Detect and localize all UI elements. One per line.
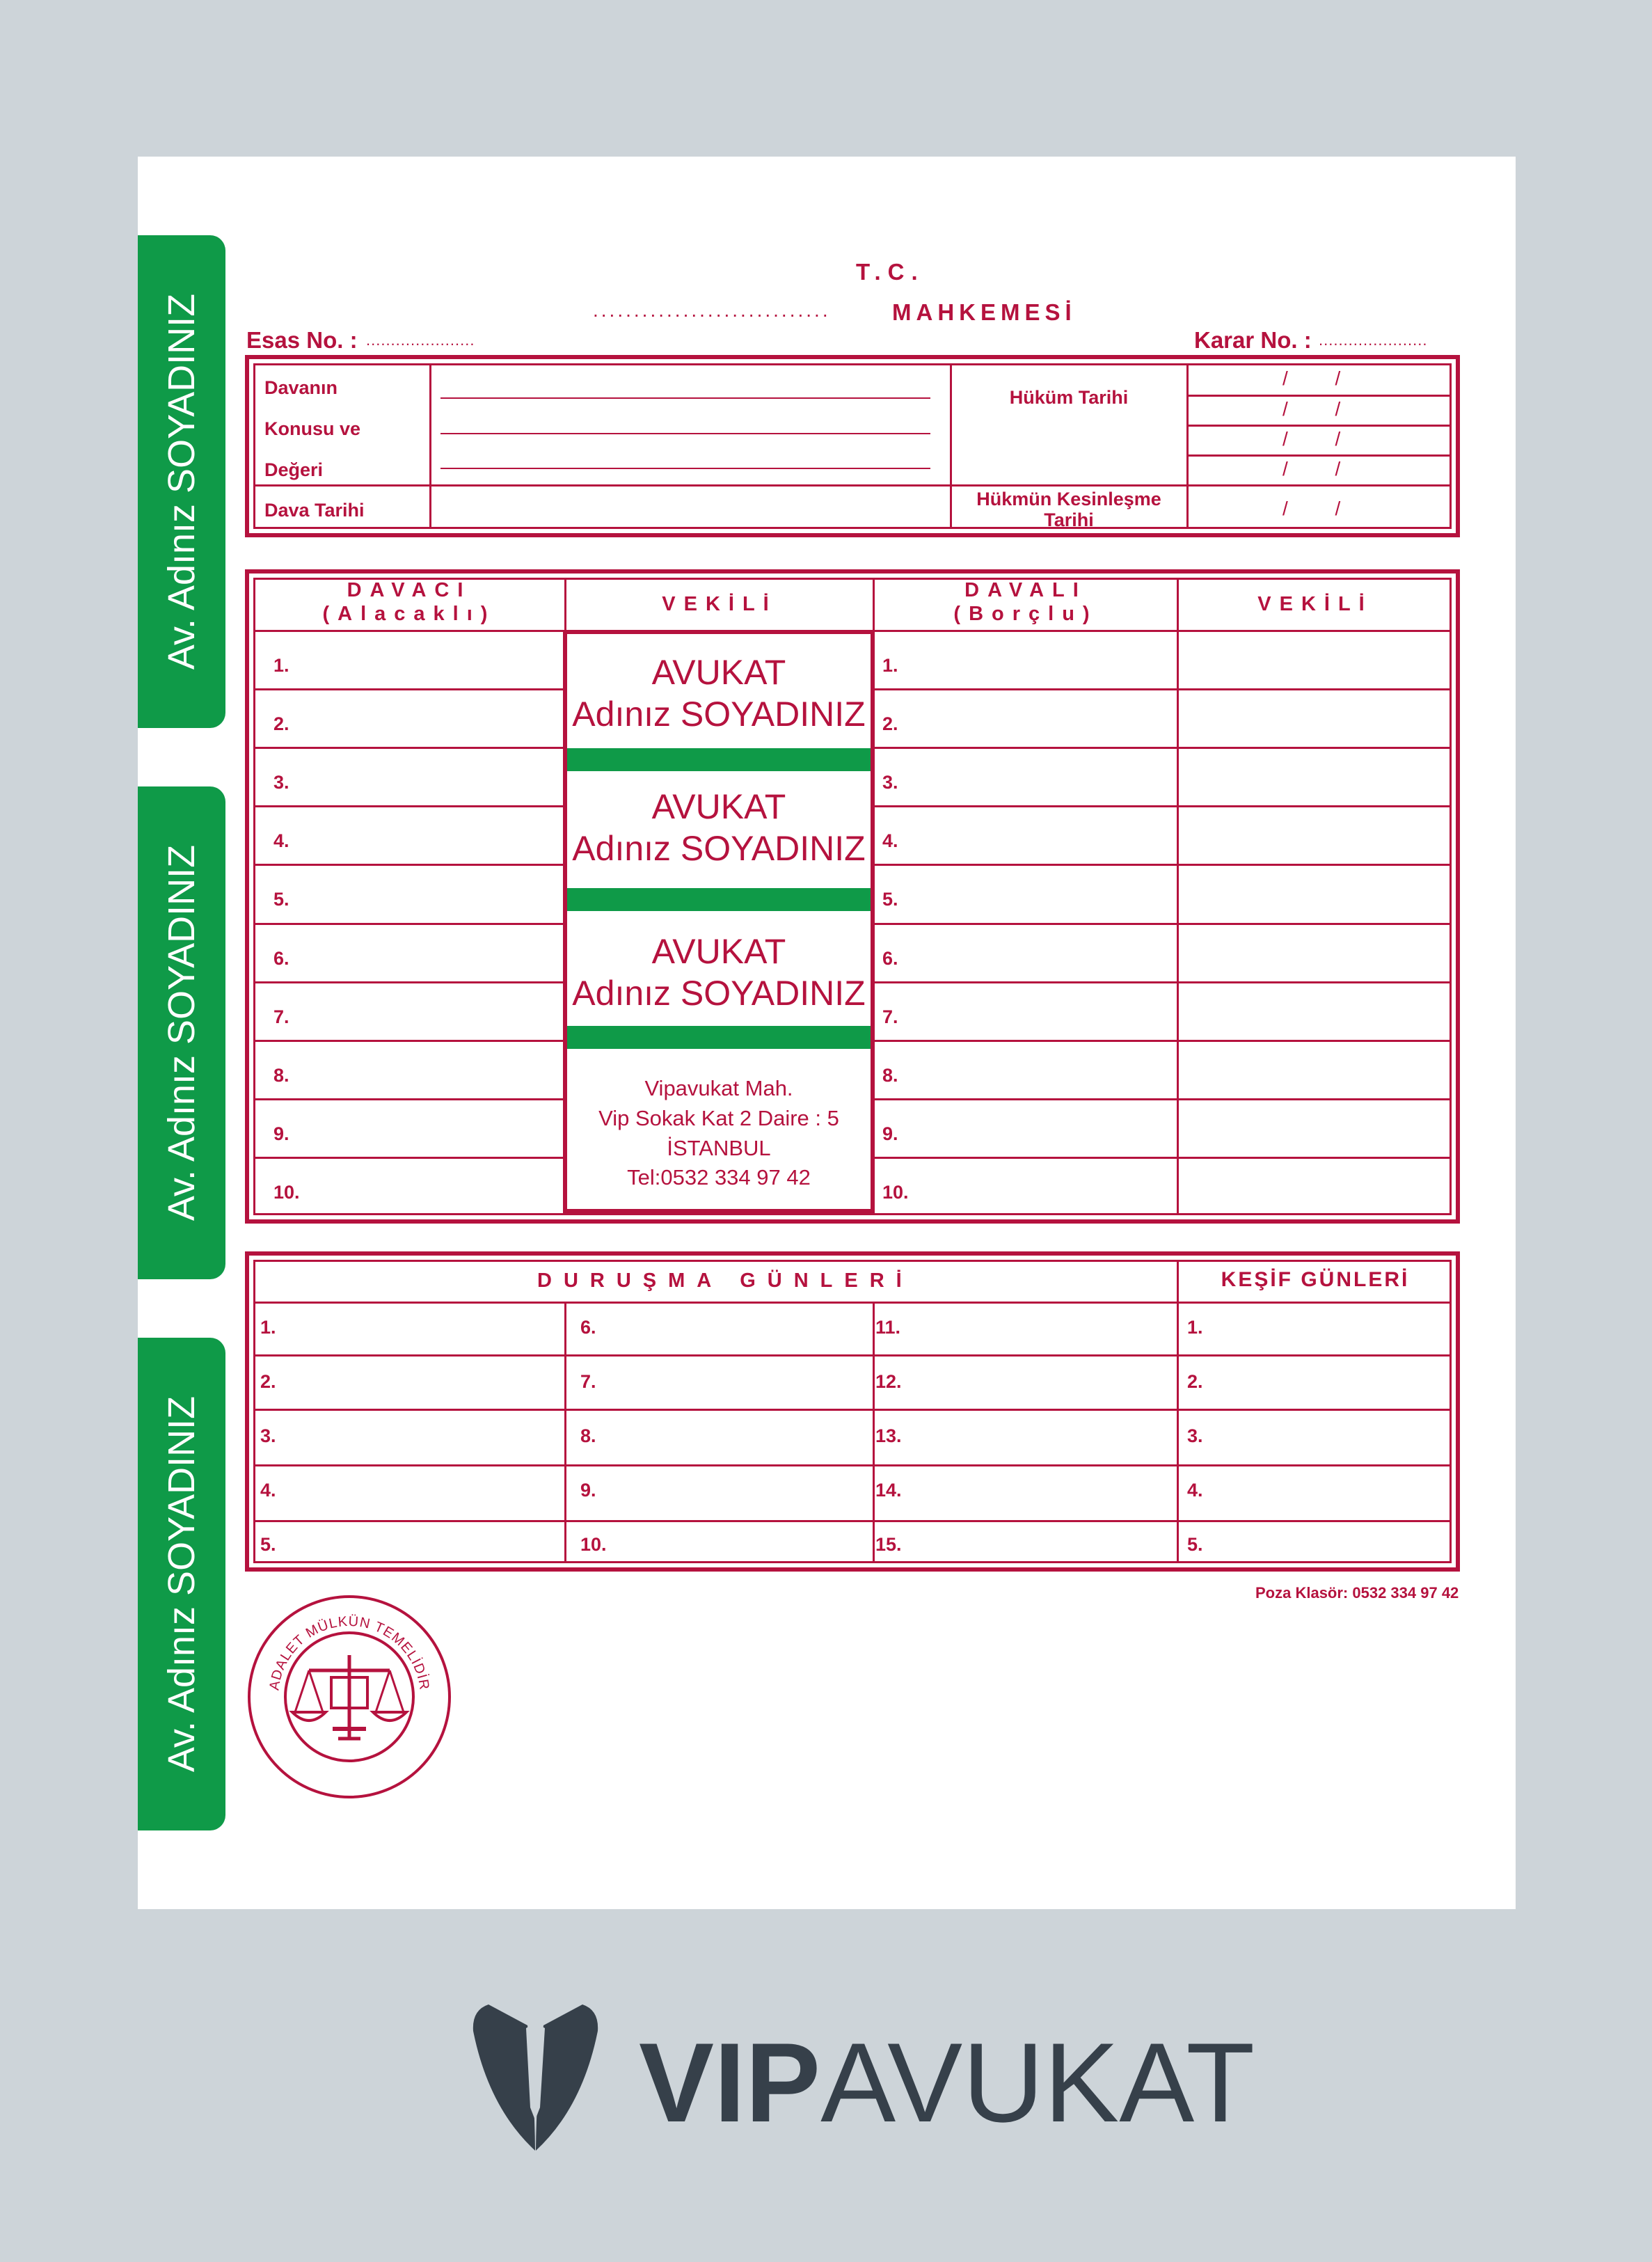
mahkeme-heading: MAHKEMESİ (892, 299, 1077, 325)
davali-header: DAVALI (964, 579, 1087, 601)
kesif-header: KEŞİF GÜNLERİ (1221, 1268, 1410, 1291)
brand-light: AVUKAT (820, 2020, 1255, 2146)
davali-row-number: 1. (882, 655, 898, 676)
side-tab-3 (138, 1338, 225, 1830)
hearing-col2-number: 6. (580, 1317, 596, 1338)
address-line: Vipavukat Mah. (644, 1076, 793, 1100)
durusma-header: DURUŞMA GÜNLERİ (537, 1270, 914, 1292)
row-divider (253, 1464, 1452, 1466)
kesinlesme-tarihi-label: Tarihi (1044, 509, 1094, 530)
write-line (440, 468, 930, 469)
row-divider (873, 805, 1452, 807)
stamp-green-bar (567, 748, 871, 771)
davali-row-number: 4. (882, 830, 898, 851)
divider (1186, 363, 1189, 529)
alacakli-header: (Alacaklı) (322, 603, 496, 625)
karar-label: Karar No. : (1194, 327, 1312, 353)
davanin-label: Davanın (264, 377, 338, 398)
davaci-row-number: 9. (273, 1123, 289, 1144)
divider (253, 484, 1452, 487)
davali-row-number: 9. (882, 1123, 898, 1144)
hearing-col1-number: 5. (260, 1534, 276, 1555)
hearing-col2-number: 7. (580, 1371, 596, 1392)
write-line (440, 397, 930, 399)
degeri-label: Değeri (264, 459, 324, 480)
row-divider (253, 1040, 564, 1042)
divider (429, 363, 431, 529)
poza-contact: Poza Klasör: 0532 334 97 42 (1255, 1584, 1459, 1601)
row-divider (873, 747, 1452, 749)
row-divider (873, 1040, 1452, 1042)
hearing-col2-number: 9. (580, 1480, 596, 1501)
davaci-row-number: 7. (273, 1006, 289, 1027)
hearing-col4-number: 4. (1187, 1480, 1203, 1501)
svg-text:ADALET MÜLKÜN TEMELİDİR: ADALET MÜLKÜN TEMELİDİR (267, 1613, 432, 1692)
davaci-row-number: 1. (273, 655, 289, 676)
mahkeme-dots: ............................. (593, 299, 831, 321)
row-divider (873, 1157, 1452, 1159)
side-tab-1 (138, 235, 225, 728)
divider (1177, 578, 1179, 1215)
brand-bold: VIP (639, 2020, 821, 2146)
davaci-row-number: 8. (273, 1065, 289, 1086)
vekili2-header: VEKİLİ (1257, 593, 1373, 615)
davali-row-number: 10. (882, 1182, 909, 1203)
kesinlesme-label: Hükmün Kesinleşme (976, 489, 1161, 509)
address-line: Vip Sokak Kat 2 Daire : 5 (598, 1106, 839, 1130)
hearing-col1-number: 1. (260, 1317, 276, 1338)
davaci-row-number: 4. (273, 830, 289, 851)
hearing-col3-number: 12. (875, 1371, 902, 1392)
hearing-col1-number: 4. (260, 1480, 276, 1501)
davali-row-number: 6. (882, 948, 898, 969)
side-tab-label: Av. Adınız SOYADINIZ (161, 844, 202, 1221)
hearing-col1-number: 2. (260, 1371, 276, 1392)
stamp-title: AVUKAT (651, 932, 786, 971)
stamp-title: AVUKAT (651, 653, 786, 692)
hearing-col3-number: 13. (875, 1425, 902, 1446)
hearing-col3-number: 15. (875, 1534, 902, 1555)
justice-seal-icon (245, 1592, 454, 1801)
stamp-name: Adınız SOYADINIZ (572, 695, 866, 734)
stamp-green-bar (567, 888, 871, 911)
address-line: İSTANBUL (667, 1136, 771, 1160)
hearing-col1-number: 3. (260, 1425, 276, 1446)
row-divider (253, 747, 564, 749)
row-divider (873, 1098, 1452, 1100)
esas-dots: ...................... (366, 331, 475, 349)
karar-dots: ...................... (1319, 331, 1428, 349)
row-divider (873, 923, 1452, 925)
date-slash: / / (1282, 428, 1341, 450)
stamp-name: Adınız SOYADINIZ (572, 974, 866, 1013)
divider (564, 1302, 566, 1563)
hearing-col4-number: 1. (1187, 1317, 1203, 1338)
case-box-inner (253, 363, 1452, 529)
divider (1177, 1260, 1179, 1563)
davali-row-number: 2. (882, 713, 898, 734)
vipavukat-logo-icon (468, 2003, 603, 2155)
davaci-row-number: 10. (273, 1182, 300, 1203)
row-divider (253, 923, 564, 925)
write-line (440, 433, 930, 434)
row-divider (253, 864, 564, 866)
date-slash: / / (1282, 398, 1341, 420)
row-divider (253, 1098, 564, 1100)
hearing-col3-number: 14. (875, 1480, 902, 1501)
stamp-name: Adınız SOYADINIZ (572, 829, 866, 868)
row-divider (253, 1302, 1452, 1304)
row-divider (253, 1354, 1452, 1357)
davali-row-number: 8. (882, 1065, 898, 1086)
davaci-row-number: 2. (273, 713, 289, 734)
date-slash: / / (1282, 498, 1341, 519)
davali-row-number: 5. (882, 889, 898, 910)
tc-heading: T.C. (856, 259, 925, 285)
divider (1186, 425, 1452, 427)
side-tab-label: Av. Adınız SOYADINIZ (161, 1395, 202, 1773)
davali-row-number: 7. (882, 1006, 898, 1027)
davaci-row-number: 3. (273, 772, 289, 793)
hearing-col4-number: 2. (1187, 1371, 1203, 1392)
davaci-row-number: 6. (273, 948, 289, 969)
davali-row-number: 3. (882, 772, 898, 793)
borclu-header: (Borçlu) (953, 603, 1098, 625)
row-divider (873, 981, 1452, 983)
row-divider (873, 864, 1452, 866)
row-divider (253, 688, 564, 690)
brand-wordmark (639, 2020, 1255, 2146)
hearing-col2-number: 8. (580, 1425, 596, 1446)
date-slash: / / (1282, 458, 1341, 480)
divider (873, 1302, 875, 1563)
vekili-header: VEKİLİ (662, 593, 777, 615)
hukum-tarihi-label: Hüküm Tarihi (1009, 387, 1129, 408)
davaci-header: DAVACI (347, 579, 472, 601)
dava-tarihi-label: Dava Tarihi (264, 500, 365, 521)
stamp-title: AVUKAT (651, 787, 786, 826)
hearing-col3-number: 11. (875, 1317, 901, 1338)
davaci-row-number: 5. (273, 889, 289, 910)
side-tab-label: Av. Adınız SOYADINIZ (161, 293, 202, 670)
esas-label: Esas No. : (246, 327, 358, 353)
row-divider (253, 1520, 1452, 1522)
row-divider (253, 805, 564, 807)
hearing-col4-number: 5. (1187, 1534, 1203, 1555)
row-divider (253, 1157, 564, 1159)
row-divider (253, 981, 564, 983)
divider (1186, 454, 1452, 457)
stamp-green-bar (567, 1026, 871, 1049)
date-slash: / / (1282, 367, 1341, 389)
konusu-label: Konusu ve (264, 418, 361, 439)
hearing-col2-number: 10. (580, 1534, 607, 1555)
row-divider (253, 1409, 1452, 1411)
row-divider (873, 688, 1452, 690)
side-tab-2 (138, 786, 225, 1279)
hearings-inner (253, 1260, 1452, 1563)
divider (1186, 395, 1452, 397)
hearing-col4-number: 3. (1187, 1425, 1203, 1446)
address-line: Tel:0532 334 97 42 (627, 1165, 811, 1189)
